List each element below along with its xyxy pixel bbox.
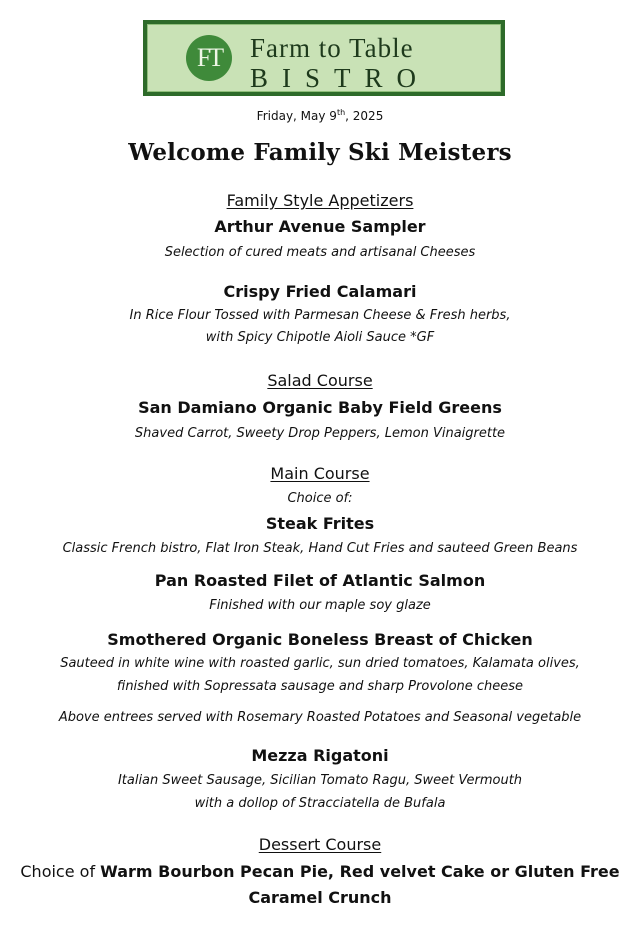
bistro-logo	[143, 20, 505, 96]
dessert-options-cont	[0, 888, 640, 907]
dish-description: In Rice Flour Tossed with Parmesan Cheese & Fresh herbs,	[129, 308, 511, 323]
dish-description: Finished with our maple soy glaze	[209, 598, 431, 613]
dish-description: with a dollop of Stracciatella de Bufala	[194, 796, 446, 811]
dish-name: Mezza Rigatoni	[251, 746, 389, 765]
dessert-items: Caramel Crunch	[248, 888, 392, 907]
logo-name: Farm to Table	[250, 33, 414, 63]
dish-name: Arthur Avenue Sampler	[214, 217, 426, 236]
date-text: Friday, May 9	[256, 109, 337, 123]
section-dessert: Dessert Course	[258, 835, 382, 854]
section-appetizers: Family Style Appetizers	[226, 191, 414, 210]
dish-description: Shaved Carrot, Sweety Drop Peppers, Lemon Vinaigrette	[134, 426, 506, 441]
section-salad: Salad Course	[267, 371, 373, 390]
dish-description: Italian Sweet Sausage, Sicilian Tomato Ragu, Sweet Vermouth	[117, 773, 523, 788]
menu-date	[0, 108, 640, 123]
dish-name: Smothered Organic Boneless Breast of Chicken	[107, 630, 533, 649]
dish-name: Steak Frites	[265, 514, 375, 533]
section-main: Main Course	[270, 464, 370, 483]
dish-name: Crispy Fried Calamari	[223, 282, 417, 301]
date-ordinal: th	[336, 108, 346, 117]
dessert-prefix: Choice of	[20, 862, 101, 881]
logo-monogram: FT	[186, 35, 232, 81]
dish-description: Sauteed in white wine with roasted garlic, sun dried tomatoes, Kalamata olives,	[60, 656, 580, 671]
dessert-items: Warm Bourbon Pecan Pie, Red velvet Cake or Gluten Free	[100, 862, 620, 881]
dish-description: Selection of cured meats and artisanal Cheeses	[164, 245, 476, 260]
welcome-title: Welcome Family Ski Meisters	[128, 139, 512, 166]
logo-subtitle: BISTRO	[250, 63, 431, 93]
choice-label: Choice of:	[287, 491, 353, 506]
dish-name: San Damiano Organic Baby Field Greens	[138, 398, 502, 417]
dessert-options	[0, 862, 640, 881]
dish-description: Classic French bistro, Flat Iron Steak, Hand Cut Fries and sauteed Green Beans	[62, 541, 578, 556]
logo-panel	[147, 24, 501, 92]
entree-sides-note: Above entrees served with Rosemary Roasted Potatoes and Seasonal vegetable	[58, 710, 582, 725]
dish-description: with Spicy Chipotle Aioli Sauce *GF	[205, 330, 435, 345]
date-year: , 2025	[345, 109, 384, 123]
dish-name: Pan Roasted Filet of Atlantic Salmon	[154, 571, 486, 590]
dish-description: finished with Sopressata sausage and sharp Provolone cheese	[116, 679, 524, 694]
